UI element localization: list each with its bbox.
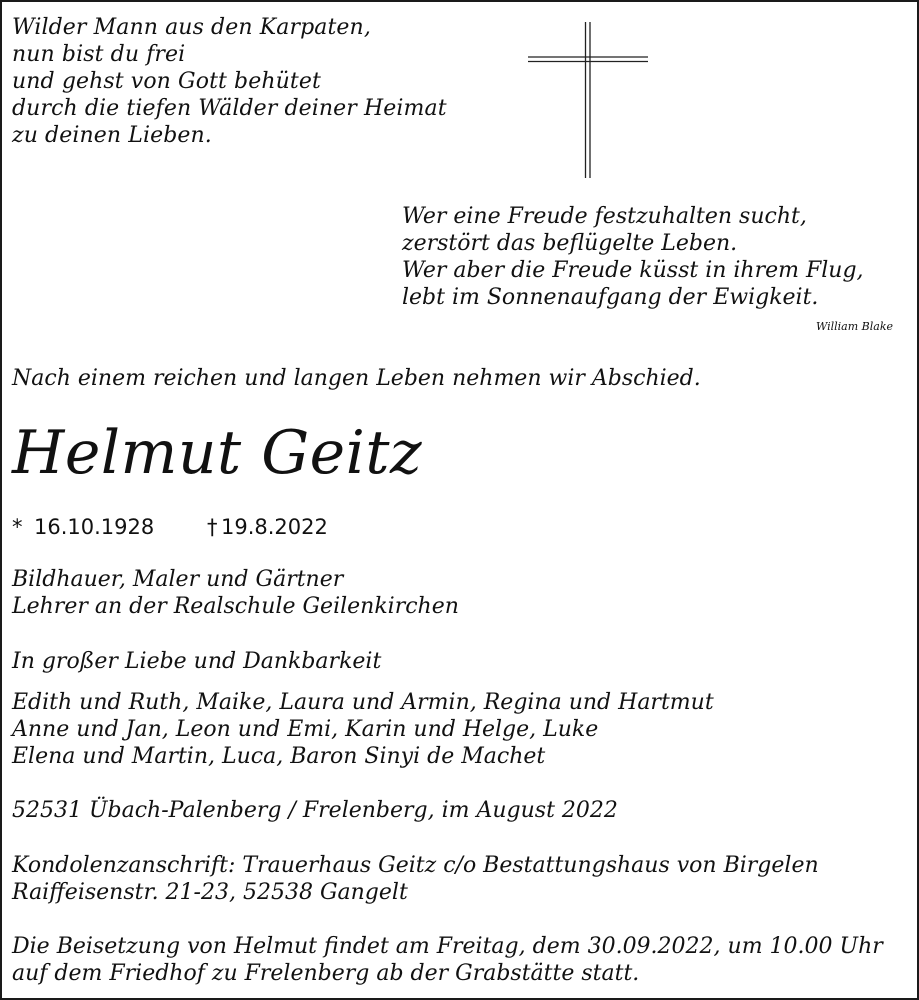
mourners-line: Edith und Ruth, Maike, Laura und Armin, Regina und Hartmut bbox=[12, 690, 714, 715]
poem-author: William Blake bbox=[815, 320, 893, 333]
poem-left-line: durch die tiefen Wälder deiner Heimat bbox=[12, 96, 447, 121]
place-date bbox=[12, 797, 618, 824]
cross-icon bbox=[528, 22, 648, 180]
place-date-line: 52531 Übach-Palenberg / Frelenberg, im August 2022 bbox=[12, 798, 618, 823]
poem-right-line: lebt im Sonnenaufgang der Ewigkeit. bbox=[402, 285, 819, 310]
poem-right-line: Wer aber die Freude küsst in ihrem Flug, bbox=[402, 258, 864, 283]
poem-left-line: und gehst von Gott behütet bbox=[12, 69, 321, 94]
poem-left-line: zu deinen Lieben. bbox=[12, 123, 212, 148]
poem-right bbox=[402, 203, 864, 311]
poem-left-line: nun bist du frei bbox=[12, 42, 186, 67]
condolence-address bbox=[12, 852, 819, 906]
poem-right-line: Wer eine Freude festzuhalten sucht, bbox=[402, 204, 807, 229]
deceased-name: Helmut Geitz bbox=[12, 418, 423, 488]
funeral-line: auf dem Friedhof zu Frelenberg ab der Grabstätte statt. bbox=[12, 961, 640, 986]
profession-line: Lehrer an der Realschule Geilenkirchen bbox=[12, 594, 459, 619]
poem-left-line: Wilder Mann aus den Karpaten, bbox=[12, 15, 371, 40]
funeral-notice bbox=[12, 933, 883, 987]
poem-right-line: zerstört das beflügelte Leben. bbox=[402, 231, 738, 256]
profession-line: Bildhauer, Maler und Gärtner bbox=[12, 567, 344, 592]
poem-left bbox=[12, 14, 447, 149]
condolence-line: Raiffeisenstr. 21-23, 52538 Gangelt bbox=[12, 880, 408, 905]
mourners-line: Anne und Jan, Leon und Emi, Karin und Helge, Luke bbox=[12, 717, 599, 742]
death-date: 19.8.2022 bbox=[221, 515, 328, 539]
birth-date: 16.10.1928 bbox=[34, 515, 155, 539]
condolence-line: Kondolenzanschrift: Trauerhaus Geitz c/o Bestattungshaus von Birgelen bbox=[12, 853, 819, 878]
farewell-text: Nach einem reichen und langen Leben nehmen wir Abschied. bbox=[12, 366, 701, 391]
funeral-line: Die Beisetzung von Helmut findet am Freitag, dem 30.09.2022, um 10.00 Uhr bbox=[12, 934, 883, 959]
dedication-line: In großer Liebe und Dankbarkeit bbox=[12, 649, 382, 674]
birth-symbol: * bbox=[12, 515, 23, 539]
mourners-line: Elena und Martin, Luca, Baron Sinyi de Machet bbox=[12, 744, 546, 769]
death-symbol: † bbox=[207, 515, 218, 539]
life-dates bbox=[12, 515, 328, 539]
dedication bbox=[12, 648, 381, 675]
mourners bbox=[12, 689, 714, 770]
profession bbox=[12, 566, 459, 620]
